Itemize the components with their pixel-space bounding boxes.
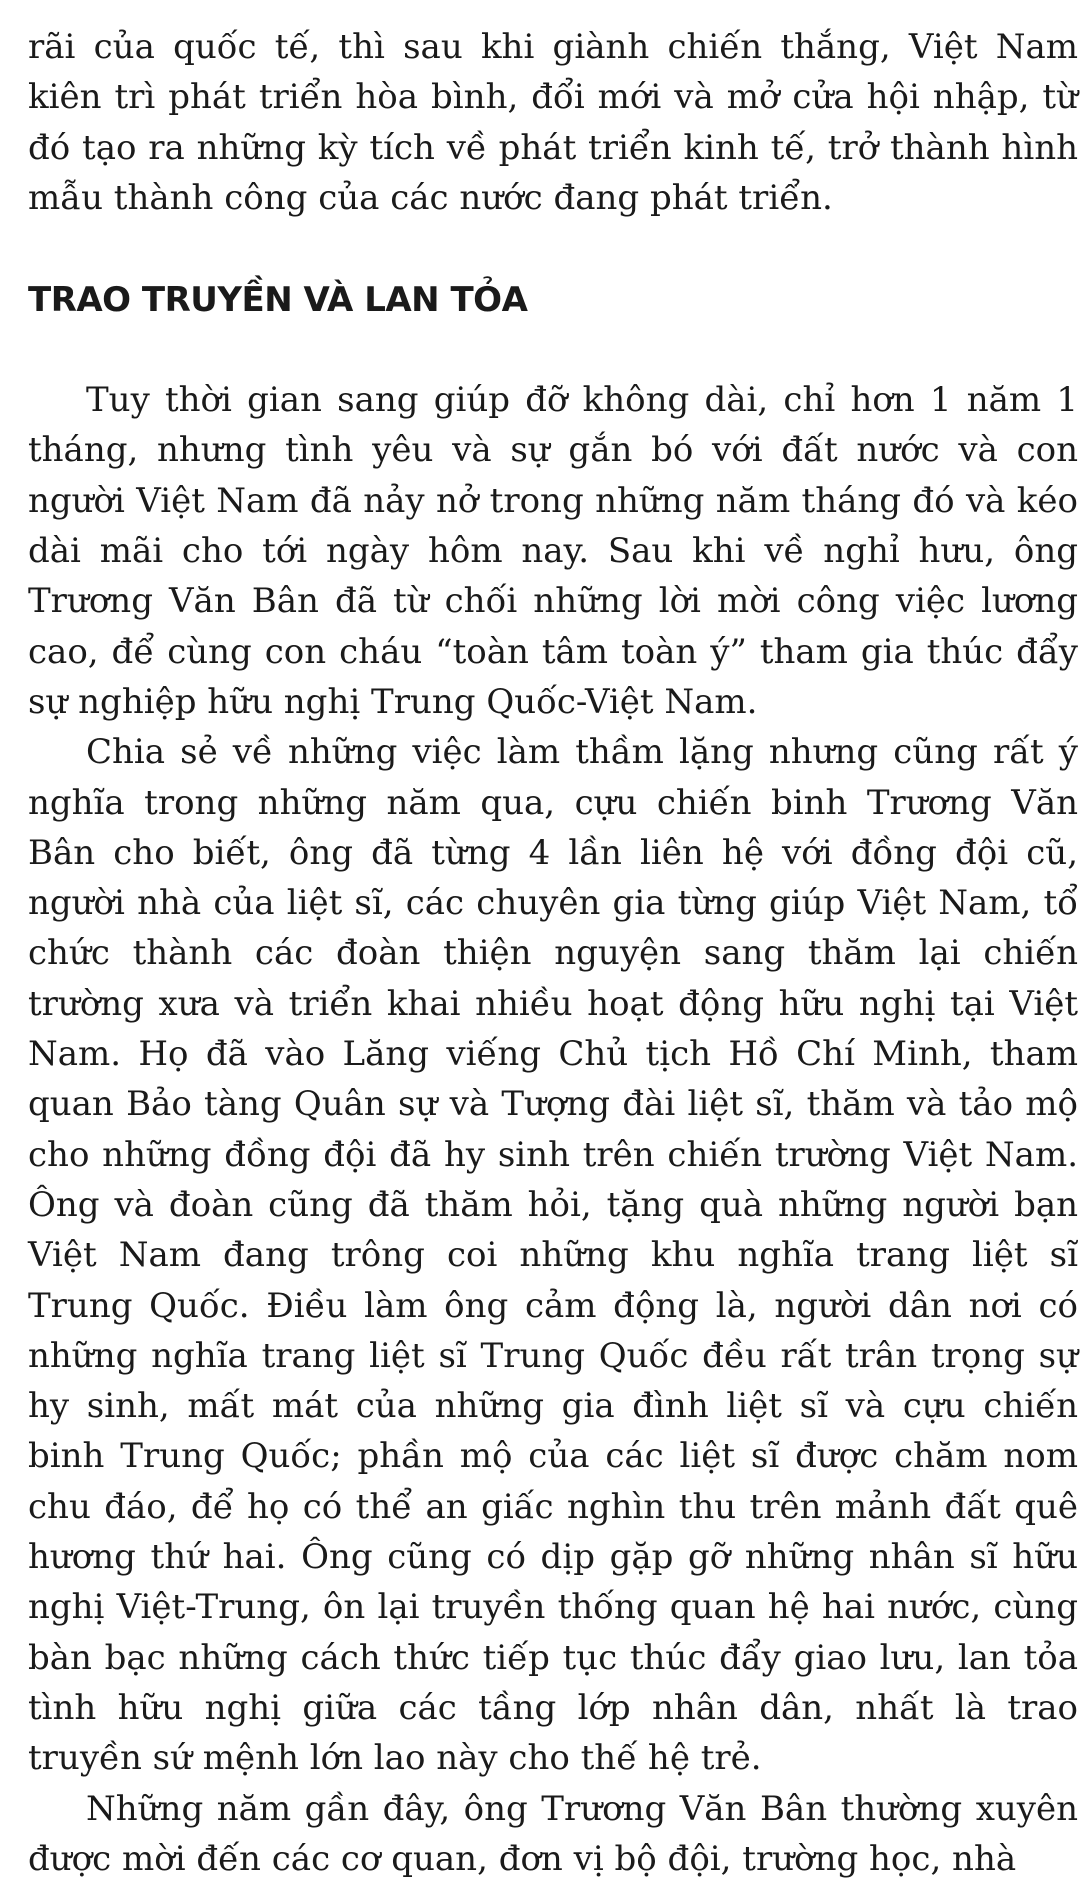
intro-paragraph: rãi của quốc tế, thì sau khi giành chiến thắng, Việt Nam kiên trì phát triển hòa bình, đổi mới và mở cửa hội nhập, từ đó tạo ra những kỳ tích về phát triển kinh tế, trở thành hình mẫu thành công của các nước đang phát triển. — [28, 27, 1078, 218]
body-paragraph-3: Những năm gần đây, ông Trương Văn Bân thường xuyên được mời đến các cơ quan, đơn vị bộ đội, trường học, nhà — [28, 1788, 1078, 1879]
section-heading: TRAO TRUYỀN VÀ LAN TỎA — [28, 280, 528, 321]
body-paragraph-2: Chia sẻ về những việc làm thầm lặng nhưng cũng rất ý nghĩa trong những năm qua, cựu chiến binh Trương Văn Bân cho biết, ông đã từng 4 lần liên hệ với đồng đội cũ, người nhà của liệt sĩ, các chuyên gia từng giúp Việt Nam, tổ chức thành các đoàn thiện nguyện sang thăm lại chiến trường xưa và triển khai nhiều hoạt động hữu nghị tại Việt Nam. Họ đã vào Lăng viếng Chủ tịch Hồ Chí Minh, tham quan Bảo tàng Quân sự và Tượng đài liệt sĩ, thăm và tảo mộ cho những đồng đội đã hy sinh trên chiến trường Việt Nam. Ông và đoàn cũng đã thăm hỏi, tặng quà những người bạn Việt Nam đang trông coi những khu nghĩa trang liệt sĩ Trung Quốc. Điều làm ông cảm động là, người dân nơi có những nghĩa trang liệt sĩ Trung Quốc đều rất trân trọng sự hy sinh, mất mát của những gia đình liệt sĩ và cựu chiến binh Trung Quốc; phần mộ của các liệt sĩ được chăm nom chu đáo, để họ có thể an giấc nghìn thu trên mảnh đất quê hương thứ hai. Ông cũng có dịp gặp gỡ những nhân sĩ hữu nghị Việt-Trung, ôn lại truyền thống quan hệ hai nước, cùng bàn bạc những cách thức tiếp tục thúc đẩy giao lưu, lan tỏa tình hữu nghị giữa các tầng lớp nhân dân, nhất là trao truyền sứ mệnh lớn lao này cho thế hệ trẻ. — [28, 732, 1078, 1779]
body-paragraph-1: Tuy thời gian sang giúp đỡ không dài, chỉ hơn 1 năm 1 tháng, nhưng tình yêu và sự gắn bó với đất nước và con người Việt Nam đã nảy nở trong những năm tháng đó và kéo dài mãi cho tới ngày hôm nay. Sau khi về nghỉ hưu, ông Trương Văn Bân đã từ chối những lời mời công việc lương cao, để cùng con cháu “toàn tâm toàn ý” tham gia thúc đẩy sự nghiệp hữu nghị Trung Quốc-Việt Nam. — [28, 380, 1078, 722]
